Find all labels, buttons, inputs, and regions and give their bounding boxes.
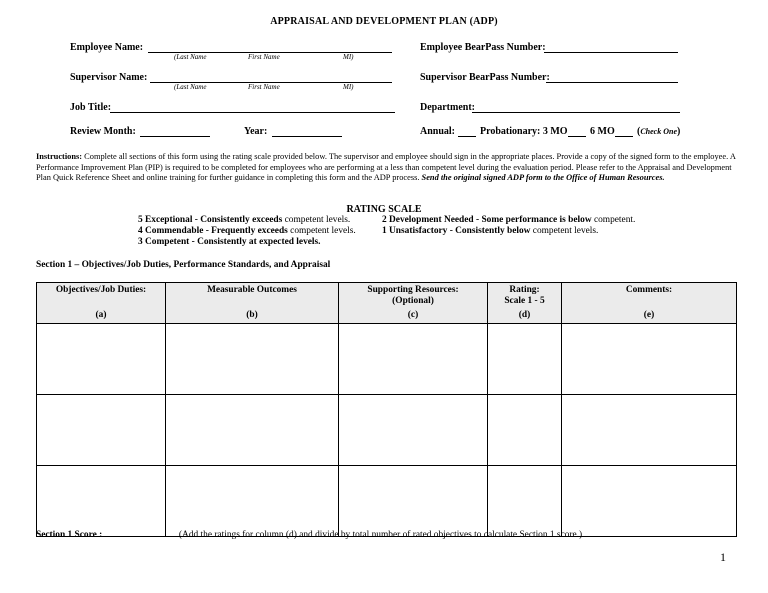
year-label: Year: [244,126,268,137]
resources-cell[interactable] [339,324,488,395]
rating-cell[interactable] [488,395,562,466]
col-outcomes-header: Measurable Outcomes (b) [166,283,339,324]
table-row [37,324,737,395]
annual-checkbox-line[interactable] [458,126,476,137]
instructions-paragraph: Instructions: Complete all sections of this form using the rating scale provided below. The supervisor and employee should sign in the appropriate places. Provide a copy of the signed form to the employee. A Performance Improvement Plan (PIP) is required to be completed for employees who are performing at a less than competent level during the evaluation period. Please refer to the Appraisal and Development Plan Quick Reference Sheet and online training for further guidance in completing this form and the ADP process. Send the original signed ADP form to the Office of Human Resources. [36,152,736,183]
resources-cell[interactable] [339,466,488,537]
employee-name-label: Employee Name: [70,42,144,53]
review-month-label: Review Month: [70,126,136,137]
comments-cell[interactable] [562,466,737,537]
review-month-field[interactable] [140,126,210,137]
employee-bearpass-label: Employee BearPass Number: [420,42,546,53]
col-objectives-header: Objectives/Job Duties: (a) [37,283,166,324]
probationary-6mo-line[interactable] [615,126,633,137]
section-1-score [36,527,582,540]
comments-cell[interactable] [562,395,737,466]
annual-label: Annual: [420,126,456,137]
col-comments-header: Comments: (e) [562,283,737,324]
rating-cell[interactable] [488,324,562,395]
objective-cell[interactable] [37,395,166,466]
rating-scale-left [138,215,356,248]
outcome-cell[interactable] [166,466,339,537]
rating-3: 3 Competent - Consistently at expected levels. [138,237,321,247]
col-rating-header: Rating: Scale 1 - 5 (d) [488,283,562,324]
form-title: APPRAISAL AND DEVELOPMENT PLAN (ADP) [270,16,498,27]
outcome-cell[interactable] [166,395,339,466]
rating-scale-right [382,215,635,237]
department-label: Department: [420,102,475,113]
year-field[interactable] [272,126,342,137]
rating-2: 2 Development Needed - Some performance is below competent. [382,215,636,225]
comments-cell[interactable] [562,324,737,395]
check-one-note: (Check One) [637,126,681,137]
objectives-table [36,282,737,537]
section-1-title: Section 1 – Objectives/Job Duties, Performance Standards, and Appraisal [36,260,331,270]
rating-1: 1 Unsatisfactory - Consistently below competent levels. [382,226,599,236]
supervisor-name-label: Supervisor Name: [70,72,148,83]
table-row [37,395,737,466]
probationary-3mo-line[interactable] [568,126,586,137]
section-1-score-note: (Add the ratings for column (d) and divide by total number of rated objectives to calculate Section 1 score.) [178,530,583,540]
first-name-hint: First Name [248,53,280,61]
department-field[interactable] [472,102,680,113]
table-header-row [37,283,737,324]
job-title-label: Job Title: [70,102,112,113]
resources-cell[interactable] [339,395,488,466]
outcome-cell[interactable] [166,324,339,395]
mi-hint: MI) [343,83,354,91]
rating-cell[interactable] [488,466,562,537]
table-row [37,466,737,537]
last-name-hint: (Last Name [174,83,207,91]
section-1-score-label: Section 1 Score : [36,530,103,540]
probationary-label: Probationary: 3 MO [480,126,568,137]
page-number: 1 [720,550,726,564]
rating-scale-title: RATING SCALE [346,204,422,215]
employee-bearpass-field[interactable] [544,42,678,53]
objective-cell[interactable] [37,466,166,537]
supervisor-bearpass-field[interactable] [546,72,678,83]
rating-4: 4 Commendable - Frequently exceeds competent levels. [138,226,356,236]
first-name-hint: First Name [248,83,280,91]
job-title-field[interactable] [110,102,395,113]
mi-hint: MI) [343,53,354,61]
section-1-score-field[interactable] [107,527,171,537]
rating-5: 5 Exceptional - Consistently exceeds competent levels. [138,215,351,225]
col-resources-header: Supporting Resources: (Optional) (c) [339,283,488,324]
supervisor-name-field[interactable] [150,72,392,83]
employee-name-field[interactable] [148,42,392,53]
last-name-hint: (Last Name [174,53,207,61]
objective-cell[interactable] [37,324,166,395]
supervisor-bearpass-label: Supervisor BearPass Number: [420,72,550,83]
six-month-label: 6 MO [590,126,615,137]
